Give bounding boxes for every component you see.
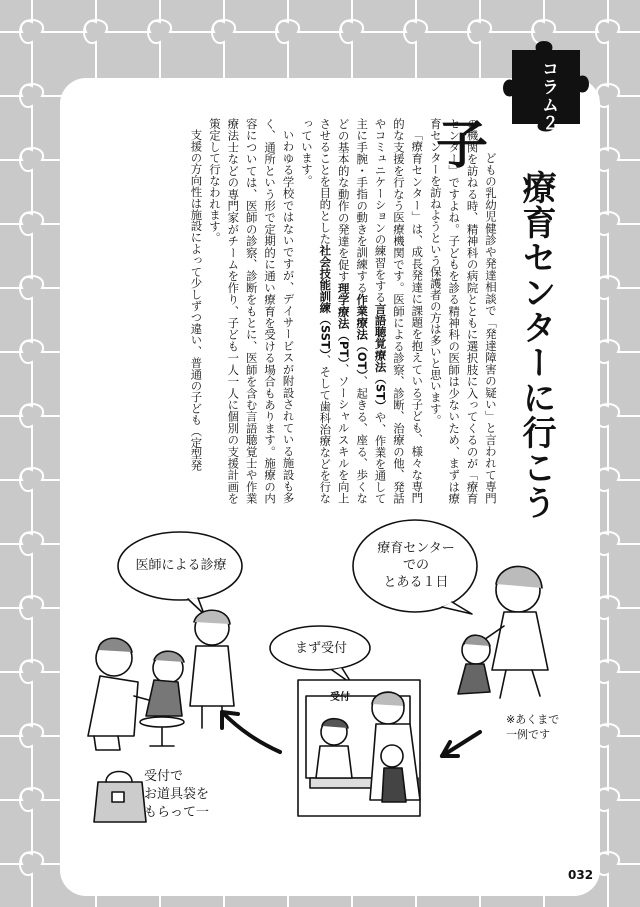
bubble-text-doctor: 医師による診療 xyxy=(135,558,227,573)
bubble-text-reception: まず受付 xyxy=(294,641,347,656)
note-tool-bag: 受付で お道具袋を もらって一 xyxy=(144,769,210,820)
page-title: 療育センターに行こう xyxy=(516,170,556,520)
bubble-text-schedule: 療育センター での とある１日 xyxy=(377,541,455,590)
note-example-only: ※あくまで 一例です xyxy=(506,713,560,741)
tool-bag-icon xyxy=(94,772,146,823)
paragraph-2: 「療育センター」は、成長発達に課題を抱えている子ども、様々な専門的な支援を行なう医療機関です。医師による診察、診断、治療の他、発話やコミュニケーションの練習をする言語聴覚療法（ST）や、作業を通して主に手腕・手指の動きを訓練する作業療法（OT）、起きる、座る、歩くなどの基本的な動作の発達を促す理学療法（PT）、ソーシャルスキルを向上させることを目的とした社会技能訓練（SST）、そして歯科治療などを行なっています。 xyxy=(299,118,425,504)
drop-cap: 子 xyxy=(436,115,489,176)
term-ot: 作業療法（OT） xyxy=(355,293,370,376)
arrow-left xyxy=(222,712,280,752)
reception-sign: 受付 xyxy=(330,692,350,703)
term-sst: 社会技能訓練（SST） xyxy=(318,244,333,355)
paragraph-1: どもの乳幼児健診や発達相談で「発達障害の疑い」と言われて専門の機関を訪ねる時、精神科の病院とともに選択肢に入ってくるのが「療育センター」ですよね。子どもを診る精神科の医師は少ないため、まずは療育センターを訪ねようという保護者の方は多いと思います。 xyxy=(428,118,498,504)
paragraph-4: 支援の方向性は施設によって少しずつ違い、普通の子ども（定型発 xyxy=(189,129,204,472)
term-pt: 理学療法（PT） xyxy=(336,282,351,364)
page-number: 032 xyxy=(568,868,594,882)
article-body xyxy=(108,115,500,504)
column-tag: コラム２ xyxy=(538,60,558,132)
paragraph-3: いわゆる学校ではないですが、デイサービスが附設されている施設も多く、通所という形で定期的に通い療育を受ける場合もあります。施療の内容については、医師の診察、診断をもとに、医師を含む言語聴覚士や作業療法士などの専門家がチームを作り、子ども一人一人に個別の支援計画を策定して行なわれます。 xyxy=(207,118,296,504)
doctor-figure xyxy=(88,638,156,750)
term-st: 言語聴覚療法（ST） xyxy=(373,303,388,412)
mother-figure xyxy=(190,610,234,728)
